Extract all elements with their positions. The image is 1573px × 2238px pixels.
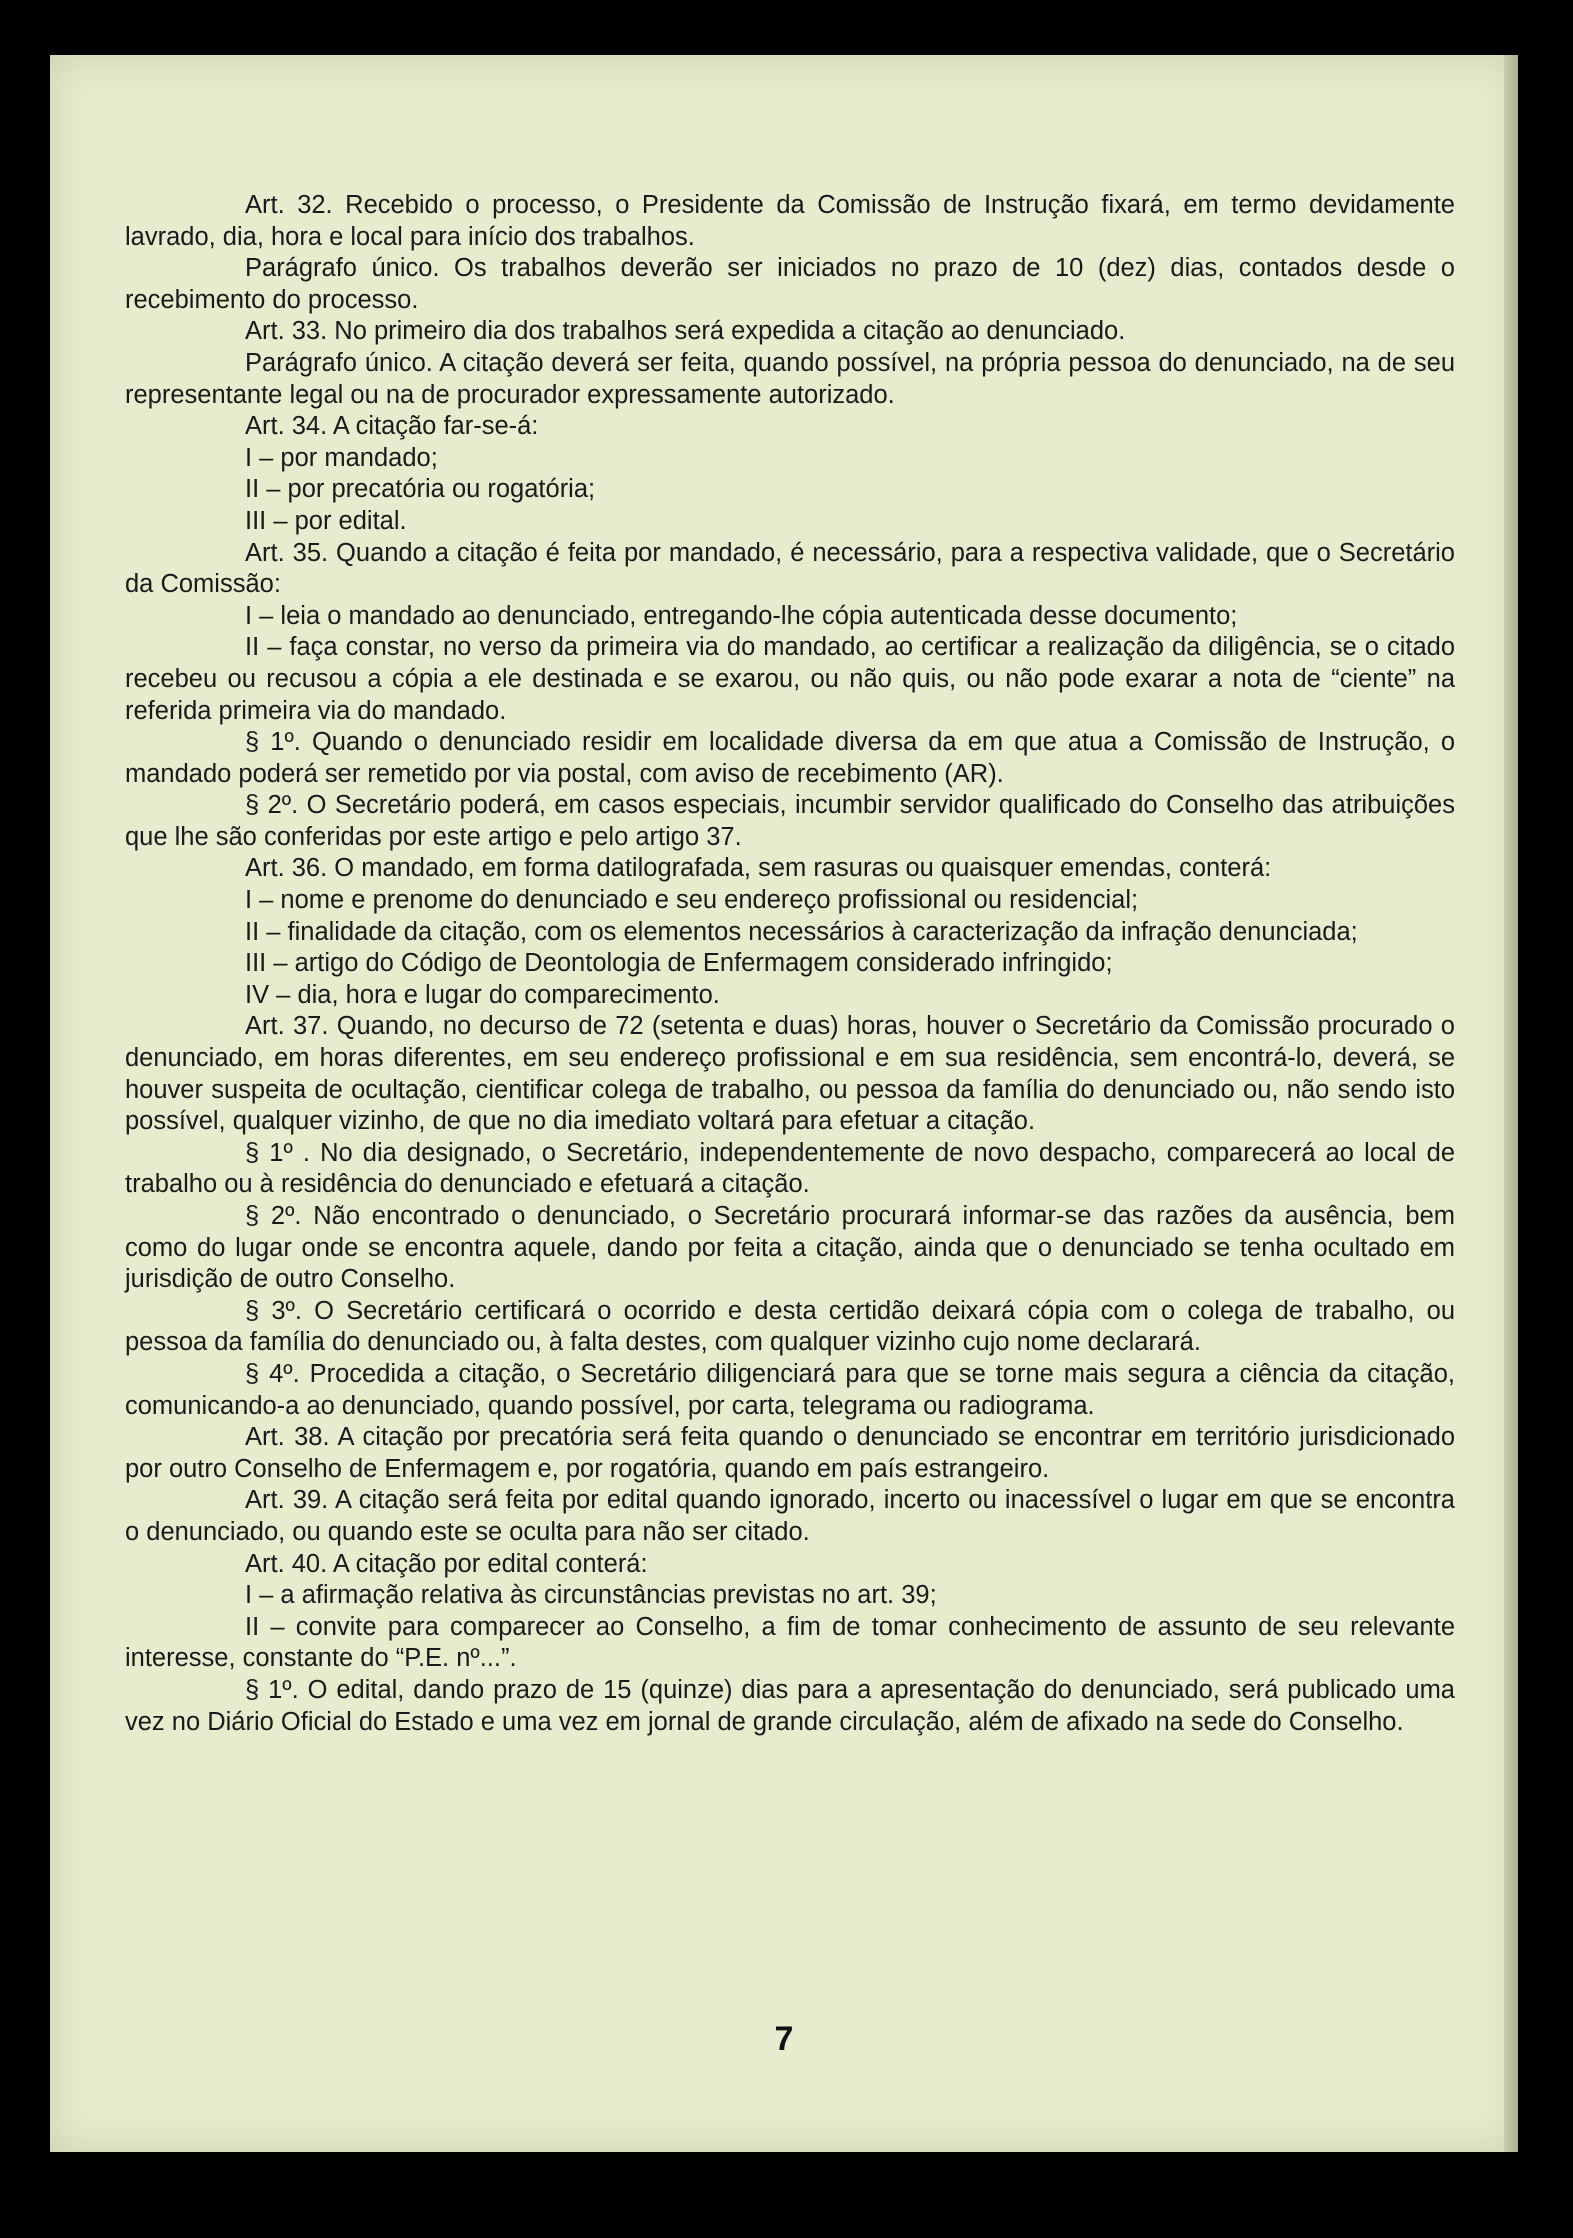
document-paragraph: I – por mandado; (245, 443, 438, 472)
document-paragraph: Art. 38. A citação por precatória será feita quando o denunciado se encontrar em território jurisdicionado por outro Conselho de Enfermagem e, por rogatória, quando em país estrangeiro. (125, 1423, 1455, 1483)
document-paragraph: § 4º. Procedida a citação, o Secretário diligenciará para que se torne mais segura a ciência da citação, comunicando-a ao denunciado, quando possível, por carta, telegrama ou radiograma. (125, 1359, 1455, 1420)
document-paragraph: III – artigo do Código de Deontologia de Enfermagem considerado infringido; (245, 949, 1113, 978)
document-paragraph: Art. 37. Quando, no decurso de 72 (setenta e duas) horas, houver o Secretário da Comissão procurado o denunciado, em horas diferentes, em seu endereço profissional e em sua residência, sem encontrá-lo, deverá, se houver suspeita de ocultação, cientificar colega de trabalho, ou pessoa da família do denunciado ou, não sendo isto possível, qualquer vizinho, de que no dia imediato voltará para efetuar a citação. (125, 1012, 1455, 1136)
document-paragraph: II – faça constar, no verso da primeira via do mandado, ao certificar a realização da diligência, se o citado recebeu ou recusou a cópia a ele destinada e se exarou, ou não quis, ou não pode exarar a nota de “ciente” na referida primeira via do mandado. (125, 633, 1455, 725)
document-paragraph: I – a afirmação relativa às circunstâncias previstas no art. 39; (245, 1581, 937, 1610)
document-paragraph: Art. 33. No primeiro dia dos trabalhos será expedida a citação ao denunciado. (245, 317, 1126, 346)
document-paragraph: II – finalidade da citação, com os elementos necessários à caracterização da infração denunciada; (245, 917, 1358, 946)
document-paragraph: I – leia o mandado ao denunciado, entregando-lhe cópia autenticada desse documento; (245, 601, 1238, 630)
document-body (125, 190, 1455, 1738)
document-paragraph: Art. 35. Quando a citação é feita por mandado, é necessário, para a respectiva validade, que o Secretário da Comissão: (125, 538, 1455, 599)
document-paragraph: § 1º. Quando o denunciado residir em localidade diversa da em que atua a Comissão de Instrução, o mandado poderá ser remetido por via postal, com aviso de recebimento (AR). (125, 728, 1455, 788)
document-paragraph: § 1º . No dia designado, o Secretário, independentemente de novo despacho, comparecerá ao local de trabalho ou à residência do denunciado e efetuará a citação. (125, 1138, 1455, 1199)
document-paragraph: I – nome e prenome do denunciado e seu endereço profissional ou residencial; (245, 886, 1139, 915)
document-paragraph: § 2º. O Secretário poderá, em casos especiais, incumbir servidor qualificado do Conselho das atribuições que lhe são conferidas por este artigo e pelo artigo 37. (125, 791, 1455, 851)
document-paragraph: Art. 40. A citação por edital conterá: (245, 1549, 648, 1578)
page-number: 7 (774, 2020, 794, 2058)
document-paragraph: II – convite para comparecer ao Conselho, a fim de tomar conhecimento de assunto de seu relevante interesse, constante do “P.E. nº...”. (125, 1612, 1455, 1673)
document-paragraph: § 1º. O edital, dando prazo de 15 (quinze) dias para a apresentação do denunciado, será publicado uma vez no Diário Oficial do Estado e uma vez em jornal de grande circulação, além de afixado na sede do Conselho. (125, 1675, 1455, 1736)
document-paragraph: § 2º. Não encontrado o denunciado, o Secretário procurará informar-se das razões da ausência, bem como do lugar onde se encontra aquele, dando por feita a citação, ainda que o denunciado se tenha ocultado em jurisdição de outro Conselho. (125, 1202, 1455, 1294)
document-paragraph: Art. 39. A citação será feita por edital quando ignorado, incerto ou inacessível o lugar em que se encontra o denunciado, ou quando este se oculta para não ser citado. (125, 1486, 1455, 1546)
document-paragraph: Art. 32. Recebido o processo, o Presidente da Comissão de Instrução fixará, em termo devidamente lavrado, dia, hora e local para início dos trabalhos. (125, 191, 1455, 251)
page-edge (1504, 55, 1518, 2152)
document-paragraph: IV – dia, hora e lugar do comparecimento. (245, 980, 720, 1009)
document-paragraph: § 3º. O Secretário certificará o ocorrido e desta certidão deixará cópia com o colega de trabalho, ou pessoa da família do denunciado ou, à falta destes, com qualquer vizinho cujo nome declarará. (125, 1296, 1455, 1357)
document-paragraph: Parágrafo único. A citação deverá ser feita, quando possível, na própria pessoa do denunciado, na de seu representante legal ou na de procurador expressamente autorizado. (125, 348, 1455, 409)
document-paragraph: Art. 36. O mandado, em forma datilografada, sem rasuras ou quaisquer emendas, conterá: (245, 854, 1272, 883)
document-paragraph: Art. 34. A citação far-se-á: (245, 412, 539, 441)
document-paragraph: III – por edital. (245, 506, 407, 535)
document-page (50, 55, 1518, 2152)
document-paragraph: Parágrafo único. Os trabalhos deverão ser iniciados no prazo de 10 (dez) dias, contados desde o recebimento do processo. (125, 254, 1455, 314)
document-paragraph: II – por precatória ou rogatória; (245, 475, 596, 504)
